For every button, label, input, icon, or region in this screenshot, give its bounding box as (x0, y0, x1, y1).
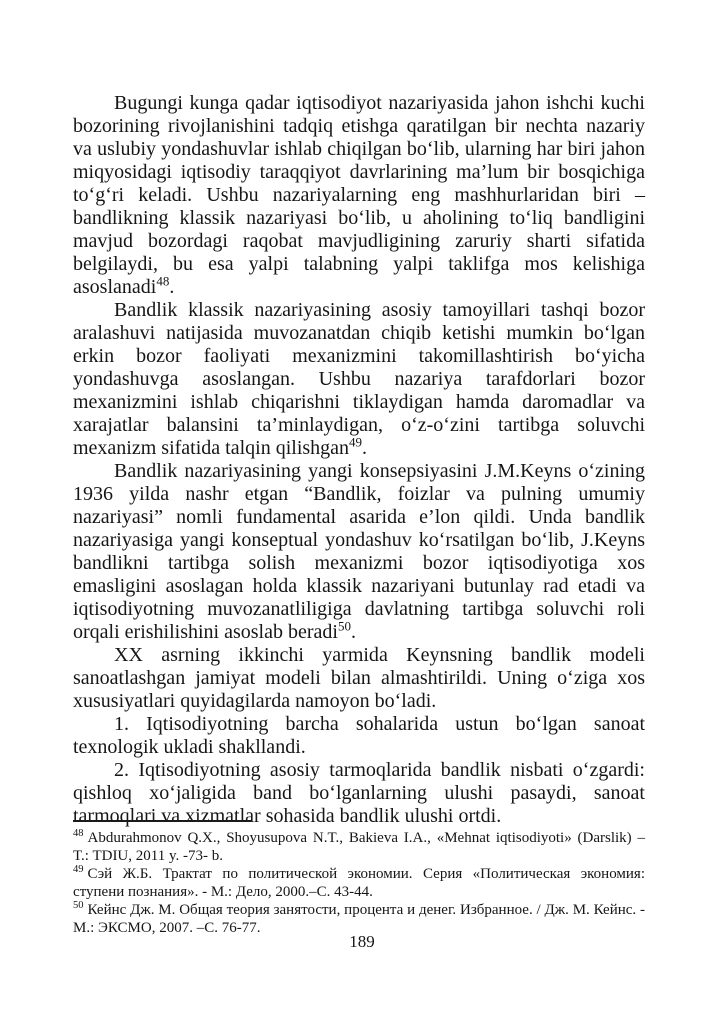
paragraph-tail: . (362, 437, 368, 459)
footnote (73, 829, 645, 865)
body-paragraph (73, 92, 645, 299)
footnote-text: Кейнс Дж. М. Общая теория занятости, процента и денег. Избранное. / Дж. М. Кейнс. - М.: ЭКСМО, 2007. –С. 76-77. (73, 902, 645, 936)
paragraph-text: Bandlik klassik nazariyasining asosiy tamoyillari tashqi bozor aralashuvi natijasida muvozanatdan chiqib ketishi mumkin bo‘lgan erkin bozor faoliyati mexanizmini takomillashtirish bo‘yicha yondashuvga asoslangan. Ushbu nazariya tarafdorlari bozor mexanizmini ishlab chiqarishni tiklaydigan hamda daromadlar va xarajatlar balansini ta’minlaydigan, o‘z-o‘zini tartibga soluvchi mexanizm sifatida talqin qilishgan (73, 299, 645, 459)
paragraph-text: XX asrning ikkinchi yarmida Keynsning bandlik modeli sanoatlashgan jamiyat modeli bilan almashtirildi. Uning o‘ziga xos xususiyatlari quyidagilarda namoyon bo‘ladi. (73, 644, 645, 712)
footnote-text: Сэй Ж.Б. Трактат по политической экономии. Серия «Политическая экономия: ступени познания». - М.: Дело, 2000.–С. 43-44. (73, 866, 645, 900)
footnote-marker: 49 (73, 864, 84, 875)
body-paragraph (73, 299, 645, 460)
footnote-marker: 48 (73, 828, 84, 839)
footnote-marker: 50 (73, 900, 84, 911)
footnote-reference: 48 (156, 273, 170, 289)
footnotes-section (73, 820, 645, 937)
main-text-block (73, 92, 645, 828)
paragraph-text: Bugungi kunga qadar iqtisodiyot nazariyasida jahon ishchi kuchi bozorining rivojlanishini tadqiq etishga qaratilgan bir nechta nazariy va uslubiy yondashuvlar ishlab chiqilgan bo‘lib, ularning har biri jahon miqyosidagi iqtisodiy taraqqiyot davrlarining ma’lum bir bosqichiga to‘g‘ri keladi. Ushbu nazariyalarning eng mashhurlaridan biri – bandlikning klassik nazariyasi bo‘lib, u aholining to‘liq bandligini mavjud bozordagi raqobat mavjudligining zaruriy sharti sifatida belgilaydi, bu esa yalpi talabning yalpi taklifga mos kelishiga asoslanadi (73, 92, 645, 298)
footnote-reference: 49 (349, 434, 363, 450)
footnote (73, 865, 645, 901)
numbered-item-paragraph (73, 713, 645, 759)
footnote-reference: 50 (337, 618, 351, 634)
numbered-item-paragraph (73, 759, 645, 828)
paragraph-text: Bandlik nazariyasining yangi konsepsiyasini J.M.Keyns o‘zining 1936 yilda nashr etgan “Bandlik, foizlar va pulning umumiy nazariyasi” nomli fundamental asarida e’lon qildi. Unda bandlik nazariyasiga yangi konseptual yondashuv ko‘rsatilgan bo‘lib, J.Keyns bandlikni tartibga solish mexanizmi bozor iqtisodiyotiga xos emasligini asoslagan holda klassik nazariyani butunlay rad etadi va iqtisodiyotning muvozanatliligiga davlatning tartibga soluvchi roli orqali erishilishini asoslab beradi (73, 460, 645, 643)
page-number: 189 (349, 932, 375, 951)
paragraph-tail: . (169, 276, 175, 298)
body-paragraph (73, 460, 645, 644)
paragraph-tail: . (350, 621, 356, 643)
paragraph-text: 1. Iqtisodiyotning barcha sohalarida ustun bo‘lgan sanoat texnologik ukladi shakllandi. (73, 713, 645, 758)
footnote-text: Abdurahmonov Q.X., Shoyusupova N.T., Bakieva I.A., «Mehnat iqtisodiyoti» (Darslik) – T.: TDIU, 2011 y. -73- b. (73, 830, 645, 864)
footnote-separator (73, 820, 251, 822)
body-paragraph (73, 644, 645, 713)
paragraph-text: 2. Iqtisodiyotning asosiy tarmoqlarida bandlik nisbati o‘zgardi: qishloq xo‘jaligida band bo‘lganlarning ulushi pasaydi, sanoat tarmoqlari va xizmatlar sohasida bandlik ulushi ortdi. (73, 759, 645, 827)
